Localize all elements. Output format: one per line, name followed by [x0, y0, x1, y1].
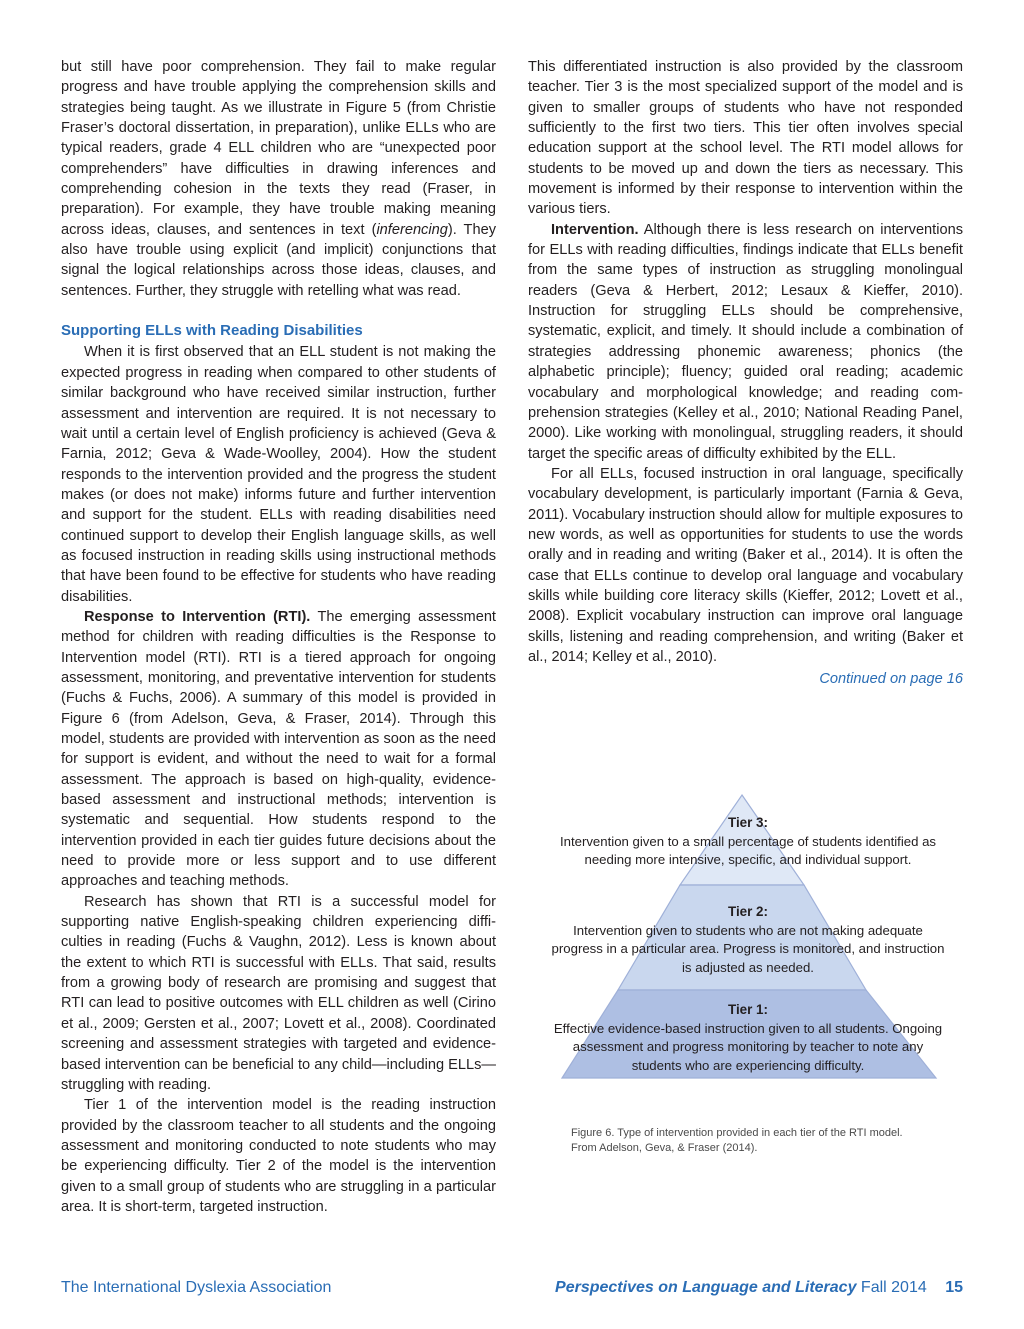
- caption-line: From Adelson, Geva, & Fraser (2014).: [571, 1141, 758, 1154]
- paragraph: [528, 220, 963, 464]
- footer-publication: [555, 1279, 963, 1297]
- paragraph: This differentiated instruction is also provided by the classroom teacher. Tier 3 is the most specialized support of the model and is given to smaller groups of students who have not responded sufficiently to the first two tiers. This tier often involves special education support at the school level. The RTI model allows for students to be moved up and down the tiers as necessary. This movement is informed by their response to intervention within the various tiers.: [528, 59, 963, 218]
- journal-title: Perspectives on Language and Literacy: [555, 1279, 857, 1296]
- rti-pyramid-figure: [548, 790, 948, 1090]
- right-column: [528, 57, 963, 690]
- paragraph: For all ELLs, focused instruction in oral language, specifically vocabulary development, is particularly important (Farnia & Geva, 2011). Vocabulary instruction should allow for multiple exposures to new words, as well as opportunities for students to use the words orally and in reading and writing (Baker et al., 2014). It is often the case that ELLs continue to develop oral language and vocabulary skills while building core literacy skills (Kieffer, 2012; Lovett et al., 2008). Explicit vocabulary instruction can improve oral language skills, listening and reading comprehension, and writing (Baker et al., 2014; Kelley et al., 2010).: [528, 465, 963, 665]
- paragraph: Tier 1 of the intervention model is the reading instruction provided by the classroom teacher to all students and the ongoing assessment and monitoring conducted to note students who may be experiencing difficulty. Tier 2 of the model is the intervention given to a small group of students who are struggling in a particular area. It is short-term, targeted instruction.: [61, 1097, 496, 1215]
- tier3-label: [548, 814, 948, 870]
- caption-line: Figure 6. Type of intervention provided in each tier of the RTI model.: [571, 1127, 903, 1139]
- figure-caption: [571, 1126, 951, 1155]
- paragraph: When it is first observed that an ELL student is not making the expected progress in reading when compared to other students of similar background who have received similar instruction, further assessment and intervention are required. It is not necessary to wait until a certain level of English proficiency is achieved (Geva & Farnia, 2012; Geva & Wade-Woolley, 2004). How the student responds to the intervention provided and the progress the student makes (or does not make) informs future and further intervention and support for the student. ELLs with reading disabilities need continued support to develop their English language skills, as well as focused instruction in reading skills using instructional methods that have been found to be effective for students who have reading disabilities.: [61, 344, 496, 605]
- tier3-title: Tier 3:: [728, 815, 768, 830]
- paragraph: [61, 57, 496, 301]
- tier1-label: [548, 1001, 948, 1075]
- tier3-description: Intervention given to a small percentage of students identified as needing more intensive, specific, and individual support.: [559, 833, 937, 868]
- left-column: [61, 57, 496, 1217]
- continued-link[interactable]: Continued on page 16: [819, 671, 963, 688]
- tier2-title: Tier 2:: [728, 904, 768, 919]
- tier2-label: [548, 903, 948, 977]
- text-run: Although there is less research on interventions for ELLs with reading difficulties, findings indicate that ELLs benefit from the same types of instruction as struggling monolingual readers (Geva & Herbert, 2012; Lesaux & Kieffer, 2010). Instruction for struggling ELLs should be comprehensive, systematic, explicit, and timely. It should include a combination of strategies addressing phonemic awareness; phonics (the alphabetic principle); fluency; guided oral reading; academic vocabulary and morphological knowledge; and reading comprehension strategies (Kelley et al., 2010; National Reading Panel, 2000). Like working with monolingual, struggling readers, it should target the specific areas of difficulty exhibited by the ELL.: [528, 221, 963, 462]
- tier1-description: Effective evidence-based instruction given to all students. Ongoing assessment and progress monitoring by teacher to note any students who are experiencing difficulty.: [553, 1020, 943, 1073]
- text-run: The emerging assessment method for children with reading difficulties is the Response to Intervention model (RTI). RTI is a tiered approach for ongoing assessment, monitoring, and preventative intervention for students (Fuchs & Fuchs, 2006). A summary of this model is provided in Figure 6 (from Adelson, Geva, & Fraser, 2014). Through this model, students are provided with intervention as soon as the need for support is evident, and without the need to wait for a formal assessment. The approach is based on high-quality, evidence-based assessment and instructional methods; intervention is systematic and sequential. How students respond to the intervention provided in each tier guides future decisions about the need to provide more or less support and to use different approaches and teaching methods.: [61, 608, 496, 890]
- tier1-title: Tier 1:: [728, 1002, 768, 1017]
- paragraph: Research has shown that RTI is a successful model for supporting native English-speaking children experiencing difficulties in reading (Fuchs & Vaughn, 2012). Less is known about the extent to which RTI is successful with ELLs. That said, results from a growing body of research are promising and suggest that RTI can lead to positive outcomes with ELL children as well (Cirino et al., 2009; Gersten et al., 2007; Lovett et al., 2008). Coordinated screening and assessment strategies with targeted and evidence-based intervention can be beneficial to any child—including ELLs—struggling with reading.: [61, 893, 496, 1093]
- text-run: ). They also have trouble using explicit (and implicit) conjunctions that signal the logical relationships across those ideas, clauses, and sentences. Further, they struggle with retelling what was read.: [61, 221, 496, 299]
- footer-organization: The International Dyslexia Association: [61, 1279, 332, 1296]
- paragraph: [61, 607, 496, 892]
- italic-term: inferencing: [376, 221, 448, 238]
- run-in-heading: Response to Intervention (RTI).: [84, 608, 311, 625]
- text-run: but still have poor comprehension. They fail to make regular progress and have trouble applying the comprehension skills and strategies being taught. As we illustrate in Figure 5 (from Christie Fraser’s doctoral dissertation, in preparation), unlike ELLs who are typical readers, grade 4 ELL children who are “unexpected poor comprehenders” have difficulties in drawing inferences and comprehending cohesion in the texts they read (Fraser, in preparation). For example, they have trouble making meaning across ideas, clauses, and sentences in text (: [61, 59, 496, 238]
- issue-label: Fall 2014: [860, 1279, 927, 1296]
- run-in-heading: Intervention.: [551, 221, 639, 238]
- page-number: 15: [945, 1279, 963, 1296]
- tier2-description: Intervention given to students who are not making adequate progress in a particular area. Progress is monitored, and instruction is adjusted as needed.: [551, 922, 945, 975]
- section-heading: Supporting ELLs with Reading Disabilities: [61, 322, 363, 340]
